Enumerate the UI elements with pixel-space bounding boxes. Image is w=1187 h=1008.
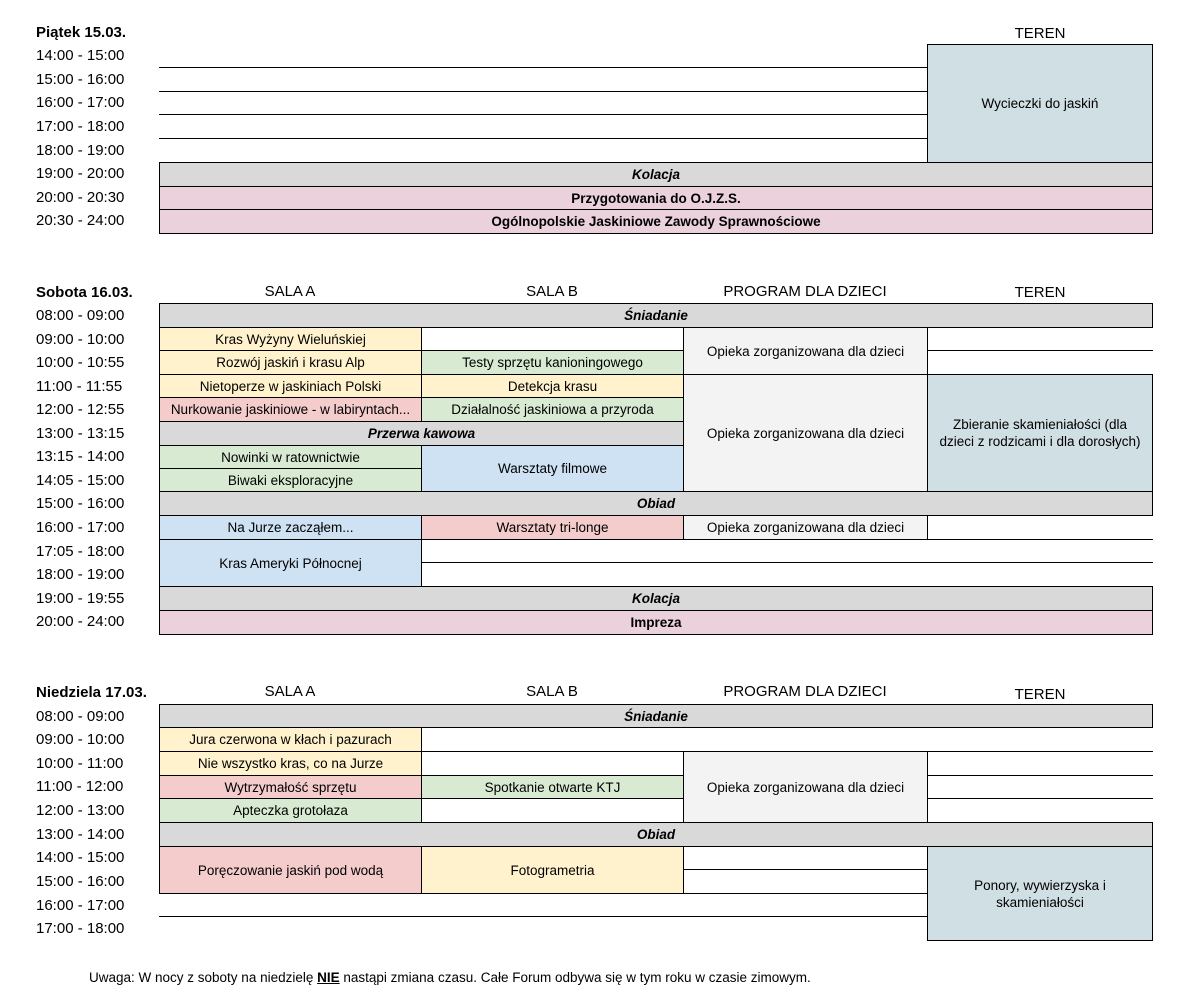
row-line	[159, 138, 928, 139]
col-head-sala-a: SALA A	[264, 683, 316, 700]
time-label: 11:00 - 12:00	[36, 778, 124, 795]
event-przygotowania[interactable]: Przygotowania do O.J.Z.S.	[159, 186, 1153, 210]
time-label: 20:00 - 24:00	[36, 613, 125, 630]
time-label: 18:00 - 19:00	[36, 566, 125, 583]
note-text-after: nastąpi zmiana czasu. Całe Forum odbywa się w tym roku w czasie zimowym.	[339, 970, 811, 985]
time-label: 10:00 - 10:55	[36, 354, 125, 371]
event-kolacja[interactable]: Kolacja	[159, 162, 1153, 187]
time-label: 20:00 - 20:30	[36, 189, 125, 206]
note-emphasis: NIE	[317, 970, 340, 985]
time-label: 20:30 - 24:00	[36, 212, 125, 229]
event-opieka-2[interactable]: Opieka zorganizowana dla dzieci	[683, 374, 928, 492]
event-detekcja[interactable]: Detekcja krasu	[421, 374, 684, 398]
event-jura-czerwona[interactable]: Jura czerwona w kłach i pazurach	[159, 727, 422, 752]
col-head-teren: TEREN	[1014, 284, 1066, 301]
time-label: 17:00 - 18:00	[36, 118, 125, 135]
col-head-program: PROGRAM DLA DZIECI	[723, 283, 887, 300]
time-label: 12:00 - 12:55	[36, 401, 125, 418]
event-ponory[interactable]: Ponory, wywierzyska i skamieniałości	[927, 846, 1153, 941]
footer-note	[89, 970, 811, 985]
time-label: 15:00 - 16:00	[36, 873, 125, 890]
row-line	[927, 350, 1153, 351]
time-label: 13:00 - 13:15	[36, 425, 125, 442]
event-nie-wszystko[interactable]: Nie wszystko kras, co na Jurze	[159, 751, 422, 776]
time-label: 15:00 - 16:00	[36, 495, 125, 512]
event-przerwa-kawowa[interactable]: Przerwa kawowa	[159, 421, 684, 446]
time-label: 08:00 - 09:00	[36, 307, 125, 324]
time-label: 18:00 - 19:00	[36, 142, 125, 159]
event-skamienialosci[interactable]: Zbieranie skamieniałości (dla dzieci z rodzicami i dla dorosłych)	[927, 374, 1153, 492]
day-title-friday: Piątek 15.03.	[36, 24, 127, 41]
time-label: 14:00 - 15:00	[36, 849, 125, 866]
col-head-teren: TEREN	[1014, 25, 1066, 42]
time-label: 14:05 - 15:00	[36, 472, 125, 489]
row-line	[159, 91, 928, 92]
event-wycieczki[interactable]: Wycieczki do jaskiń	[927, 44, 1153, 163]
event-biwaki[interactable]: Biwaki eksploracyjne	[159, 468, 422, 492]
event-obiad[interactable]: Obiad	[159, 491, 1153, 516]
event-opieka-3[interactable]: Opieka zorganizowana dla dzieci	[683, 515, 928, 540]
time-label: 09:00 - 10:00	[36, 331, 125, 348]
time-label: 16:00 - 17:00	[36, 519, 125, 536]
time-label: 16:00 - 17:00	[36, 94, 125, 111]
day-title-saturday: Sobota 16.03.	[36, 284, 133, 301]
time-label: 16:00 - 17:00	[36, 897, 125, 914]
event-kras-wyzyny[interactable]: Kras Wyżyny Wieluńskiej	[159, 327, 422, 351]
event-kras-ameryki[interactable]: Kras Ameryki Północnej	[159, 539, 422, 587]
row-line	[927, 798, 1153, 799]
row-line	[683, 893, 927, 894]
event-impreza[interactable]: Impreza	[159, 610, 1153, 635]
time-label: 09:00 - 10:00	[36, 731, 125, 748]
event-nurkowanie[interactable]: Nurkowanie jaskiniowe - w labiryntach...	[159, 397, 422, 422]
row-line	[683, 869, 927, 870]
event-apteczka[interactable]: Apteczka grotołaza	[159, 798, 422, 823]
event-opieka-1[interactable]: Opieka zorganizowana dla dzieci	[683, 327, 928, 375]
time-label: 14:00 - 15:00	[36, 47, 125, 64]
event-sniadanie[interactable]: Śniadanie	[159, 303, 1153, 328]
time-label: 17:05 - 18:00	[36, 543, 125, 560]
row-line	[159, 67, 928, 68]
event-warsztaty-filmowe[interactable]: Warsztaty filmowe	[421, 445, 684, 492]
event-nietoperze[interactable]: Nietoperze w jaskiniach Polski	[159, 374, 422, 398]
time-label: 08:00 - 09:00	[36, 708, 125, 725]
event-dzialalnosc[interactable]: Działalność jaskiniowa a przyroda	[421, 397, 684, 422]
row-line	[927, 775, 1153, 776]
col-head-program: PROGRAM DLA DZIECI	[723, 683, 887, 700]
time-label: 11:00 - 11:55	[36, 378, 123, 395]
time-label: 19:00 - 20:00	[36, 165, 125, 182]
time-label: 19:00 - 19:55	[36, 590, 125, 607]
time-label: 15:00 - 16:00	[36, 71, 125, 88]
col-head-sala-b: SALA B	[526, 683, 578, 700]
time-label: 13:15 - 14:00	[36, 448, 125, 465]
row-line	[159, 916, 927, 917]
time-label: 17:00 - 18:00	[36, 920, 125, 937]
col-head-sala-b: SALA B	[526, 283, 578, 300]
event-zawody[interactable]: Ogólnopolskie Jaskiniowe Zawody Sprawnościowe	[159, 209, 1153, 234]
note-text-before: Uwaga: W nocy z soboty na niedzielę	[89, 970, 318, 985]
event-poreczowanie[interactable]: Poręczowanie jaskiń pod wodą	[159, 846, 422, 894]
event-wytrzymalosc[interactable]: Wytrzymałość sprzętu	[159, 775, 422, 799]
event-tri-longe[interactable]: Warsztaty tri-longe	[421, 515, 684, 540]
time-label: 10:00 - 11:00	[36, 755, 124, 772]
event-na-jurze[interactable]: Na Jurze zacząłem...	[159, 515, 422, 540]
event-spotkanie[interactable]: Spotkanie otwarte KTJ	[421, 775, 684, 799]
event-sniadanie[interactable]: Śniadanie	[159, 704, 1153, 728]
event-obiad[interactable]: Obiad	[159, 822, 1153, 847]
event-testy[interactable]: Testy sprzętu kanioningowego	[421, 350, 684, 375]
event-fotogrametria[interactable]: Fotogrametria	[421, 846, 684, 894]
time-label: 13:00 - 14:00	[36, 826, 125, 843]
row-line	[159, 114, 928, 115]
event-opieka[interactable]: Opieka zorganizowana dla dzieci	[683, 751, 928, 823]
event-nowinki[interactable]: Nowinki w ratownictwie	[159, 445, 422, 469]
event-kolacja[interactable]: Kolacja	[159, 586, 1153, 611]
time-label: 12:00 - 13:00	[36, 802, 125, 819]
col-head-teren: TEREN	[1014, 686, 1066, 703]
event-rozwoj[interactable]: Rozwój jaskiń i krasu Alp	[159, 350, 422, 375]
col-head-sala-a: SALA A	[264, 283, 316, 300]
row-line	[421, 562, 1153, 563]
day-title-sunday: Niedziela 17.03.	[36, 684, 147, 701]
